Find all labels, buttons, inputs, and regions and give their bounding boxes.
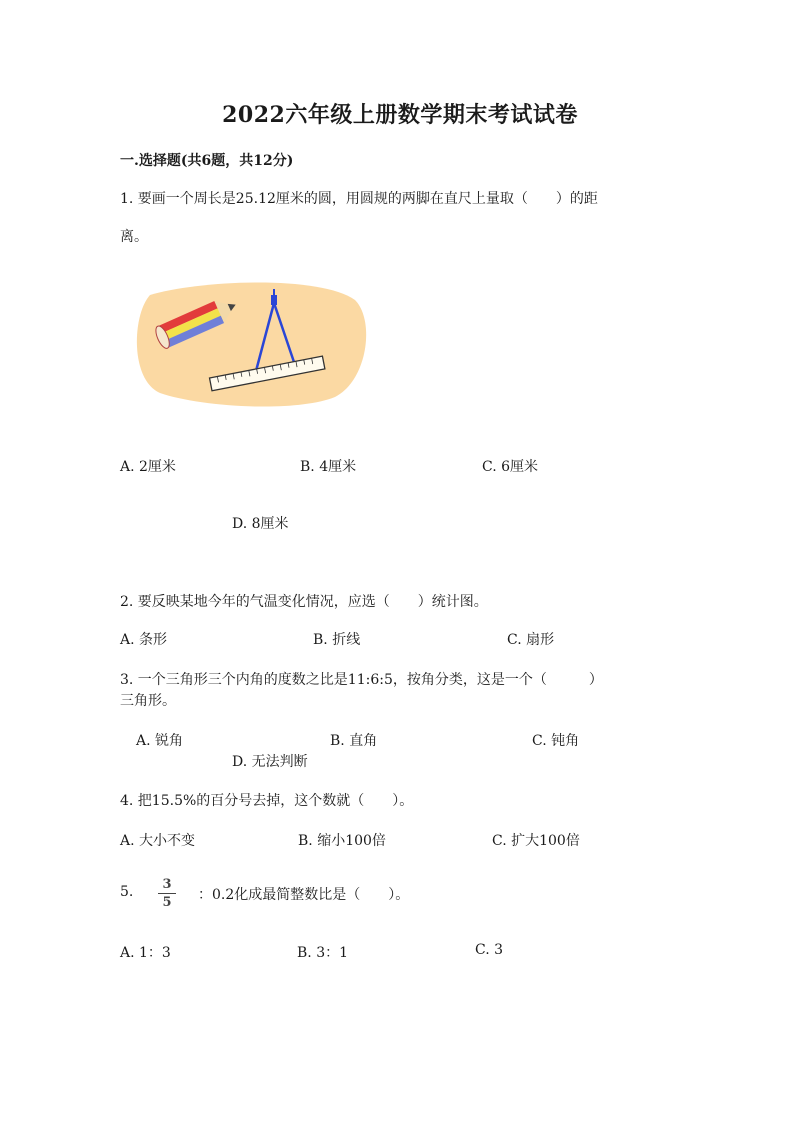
question-1-option-c: C. 6厘米 (482, 459, 539, 475)
question-1-text-line1: 1. 要画一个周长是25.12厘米的圆，用圆规的两脚在直尺上量取（ ）的距 (120, 191, 598, 207)
section-heading: 一.选择题(共6题，共12分) (120, 153, 294, 169)
question-1-option-a: A. 2厘米 (120, 459, 176, 475)
question-5-number: 5. (120, 884, 134, 900)
question-5-option-b: B. 3：1 (297, 945, 349, 961)
question-1-option-b: B. 4厘米 (300, 459, 357, 475)
question-1-text-line2: 离。 (120, 229, 148, 245)
fraction-denominator: 5 (162, 895, 172, 910)
fraction-bar (158, 893, 176, 894)
question-3-option-a: A. 锐角 (136, 733, 184, 749)
question-4-option-b: B. 缩小100倍 (298, 833, 386, 849)
question-3-option-c: C. 钝角 (532, 733, 580, 749)
compass-ruler-pencil-illustration (130, 275, 370, 410)
question-4-option-c: C. 扩大100倍 (492, 833, 580, 849)
question-5-option-a: A. 1：3 (120, 945, 171, 961)
question-2-text: 2. 要反映某地今年的气温变化情况，应选（ ）统计图。 (120, 594, 488, 610)
question-2-option-c: C. 扇形 (507, 632, 555, 648)
question-1-option-d: D. 8厘米 (232, 516, 289, 532)
question-5-fraction (158, 877, 176, 910)
question-3-text-line2: 三角形。 (120, 693, 176, 709)
question-3-option-b: B. 直角 (330, 733, 378, 749)
page-title: 2022六年级上册数学期末考试试卷 (222, 102, 578, 128)
question-4-text: 4. 把15.5%的百分号去掉，这个数就（ ）。 (120, 793, 414, 809)
question-5-option-c: C. 3 (475, 942, 504, 958)
question-3-option-d: D. 无法判断 (232, 754, 308, 770)
question-5-text: ：0.2化成最简整数比是（ ）。 (198, 887, 410, 903)
question-2-option-a: A. 条形 (120, 632, 168, 648)
question-4-option-a: A. 大小不变 (120, 833, 196, 849)
fraction-numerator: 3 (162, 877, 172, 892)
question-2-option-b: B. 折线 (313, 632, 361, 648)
question-3-text-line1: 3. 一个三角形三个内角的度数之比是11:6:5，按角分类，这是一个（ ） (120, 672, 603, 688)
